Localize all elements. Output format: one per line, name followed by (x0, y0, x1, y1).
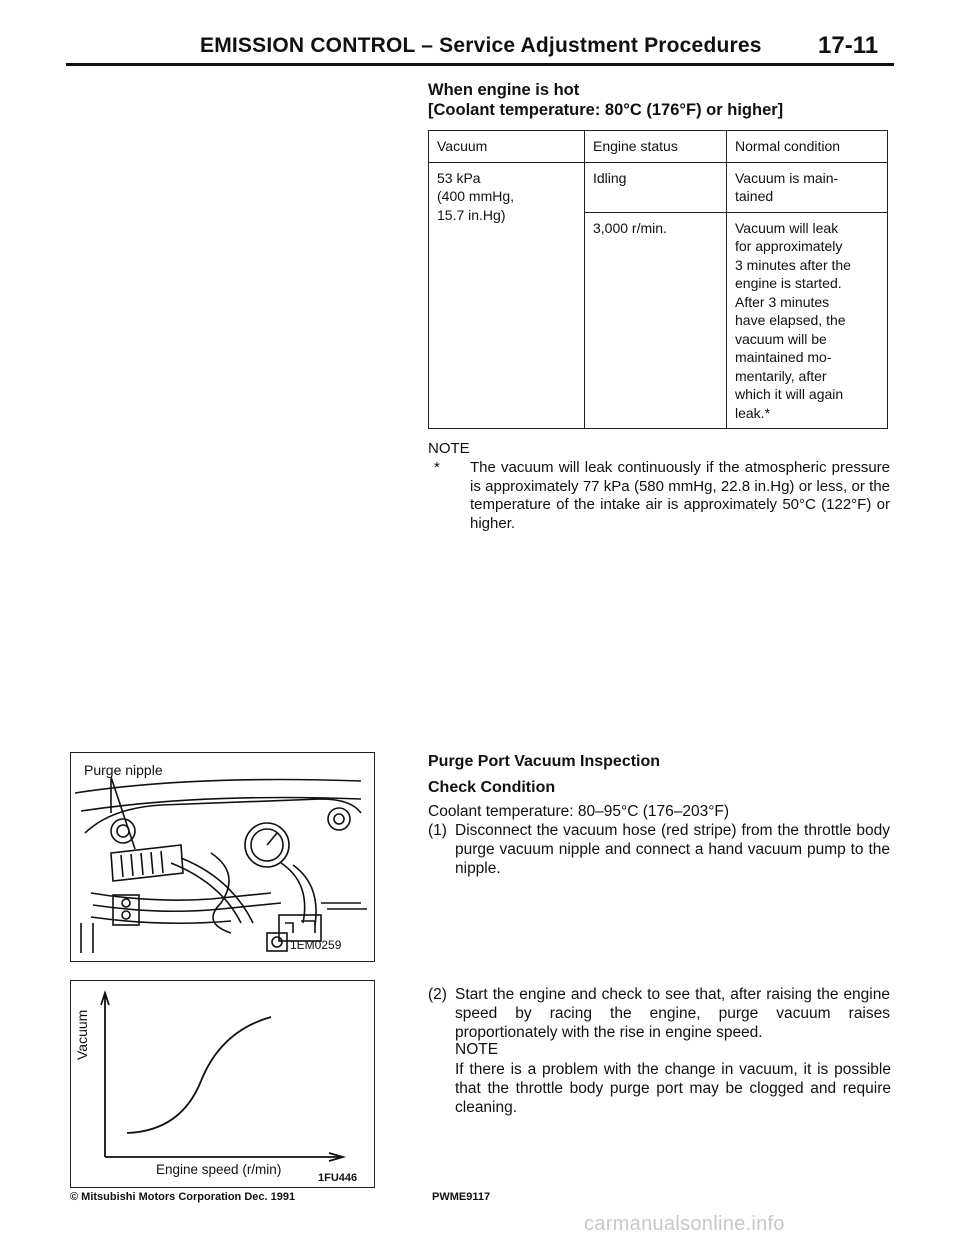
note-text: If there is a problem with the change in vacuum, it is possible that the throttle body purge port may be clogged and require cleaning. (455, 1061, 891, 1116)
step-number: (1) (428, 822, 447, 839)
note-body (428, 459, 890, 533)
header-title: EMISSION CONTROL (200, 34, 416, 57)
section-title: Purge Port Vacuum Inspection (428, 753, 661, 770)
section-subtitle: Check Condition (428, 779, 556, 796)
table-header-cell: Normal condition (727, 131, 888, 163)
note-title: NOTE (455, 1041, 499, 1058)
header-rule (66, 63, 894, 66)
watermark: carmanualsonline.info (584, 1213, 785, 1235)
step-text: Disconnect the vacuum hose (red stripe) from the throttle body purge vacuum nipple and connect a hand vacuum pump to the nipple. (455, 822, 890, 877)
normal-condition-cell: Vacuum will leak for approximately 3 minutes after the engine is started. After 3 minutes have elapsed, the vacuum will be maintained mo- mentarily, after which it will again leak.* (727, 212, 888, 429)
table-header-row (429, 131, 888, 163)
table-header-cell: Engine status (585, 131, 727, 163)
engine-illustration (71, 753, 374, 961)
graph-y-label: Vacuum (74, 1009, 90, 1060)
vacuum-engine-speed-graph (70, 980, 375, 1188)
note-asterisk: * (434, 459, 440, 476)
hot-section-heading (428, 80, 783, 120)
purge-nipple-figure (70, 752, 375, 962)
hot-heading-line2: [Coolant temperature: 80°C (176°F) or higher] (428, 101, 784, 119)
normal-condition-cell: Vacuum is main- tained (727, 162, 888, 212)
figure-code: 1FU446 (318, 1172, 358, 1184)
engine-status-cell: Idling (585, 162, 727, 212)
table-header-cell: Vacuum (429, 131, 585, 163)
step-number: (2) (428, 986, 447, 1003)
vacuum-spec-table (428, 130, 888, 429)
note-text: The vacuum will leak continuously if the atmospheric pressure is approximately 77 kPa (580 mmHg, 22.8 in.Hg) or less, or the temperature of the intake air is approximately 50°C (122°F) or higher. (470, 459, 890, 532)
footer-copyright: © Mitsubishi Motors Corporation Dec. 1991 (70, 1191, 296, 1203)
engine-status-cell: 3,000 r/min. (585, 212, 727, 429)
header-dash: – (421, 34, 434, 57)
step-text: Start the engine and check to see that, after raising the engine speed by racing the engine, purge vacuum raises proportionately with the rise in engine speed. (455, 986, 890, 1041)
header-subtitle: Service Adjustment Procedures (439, 34, 762, 57)
purge-nipple-label: Purge nipple (84, 762, 163, 778)
vacuum-curve (127, 1017, 271, 1133)
figure-code: 1EM0259 (290, 938, 342, 952)
check-condition-text: Coolant temperature: 80–95°C (176–203°F) (428, 803, 730, 820)
table-row (429, 162, 888, 212)
page-header (200, 34, 762, 58)
graph-plot (71, 981, 374, 1187)
vacuum-value-cell: 53 kPa (400 mmHg, 15.7 in.Hg) (429, 162, 585, 429)
note-title: NOTE (428, 440, 470, 457)
page-number: 17-11 (818, 32, 879, 59)
hot-heading-line1: When engine is hot (428, 81, 580, 99)
procedure-step-2 (428, 985, 890, 1042)
graph-x-label: Engine speed (r/min) (156, 1162, 282, 1177)
footer-doc-code: PWME9117 (432, 1191, 491, 1203)
procedure-step-1 (428, 821, 890, 878)
